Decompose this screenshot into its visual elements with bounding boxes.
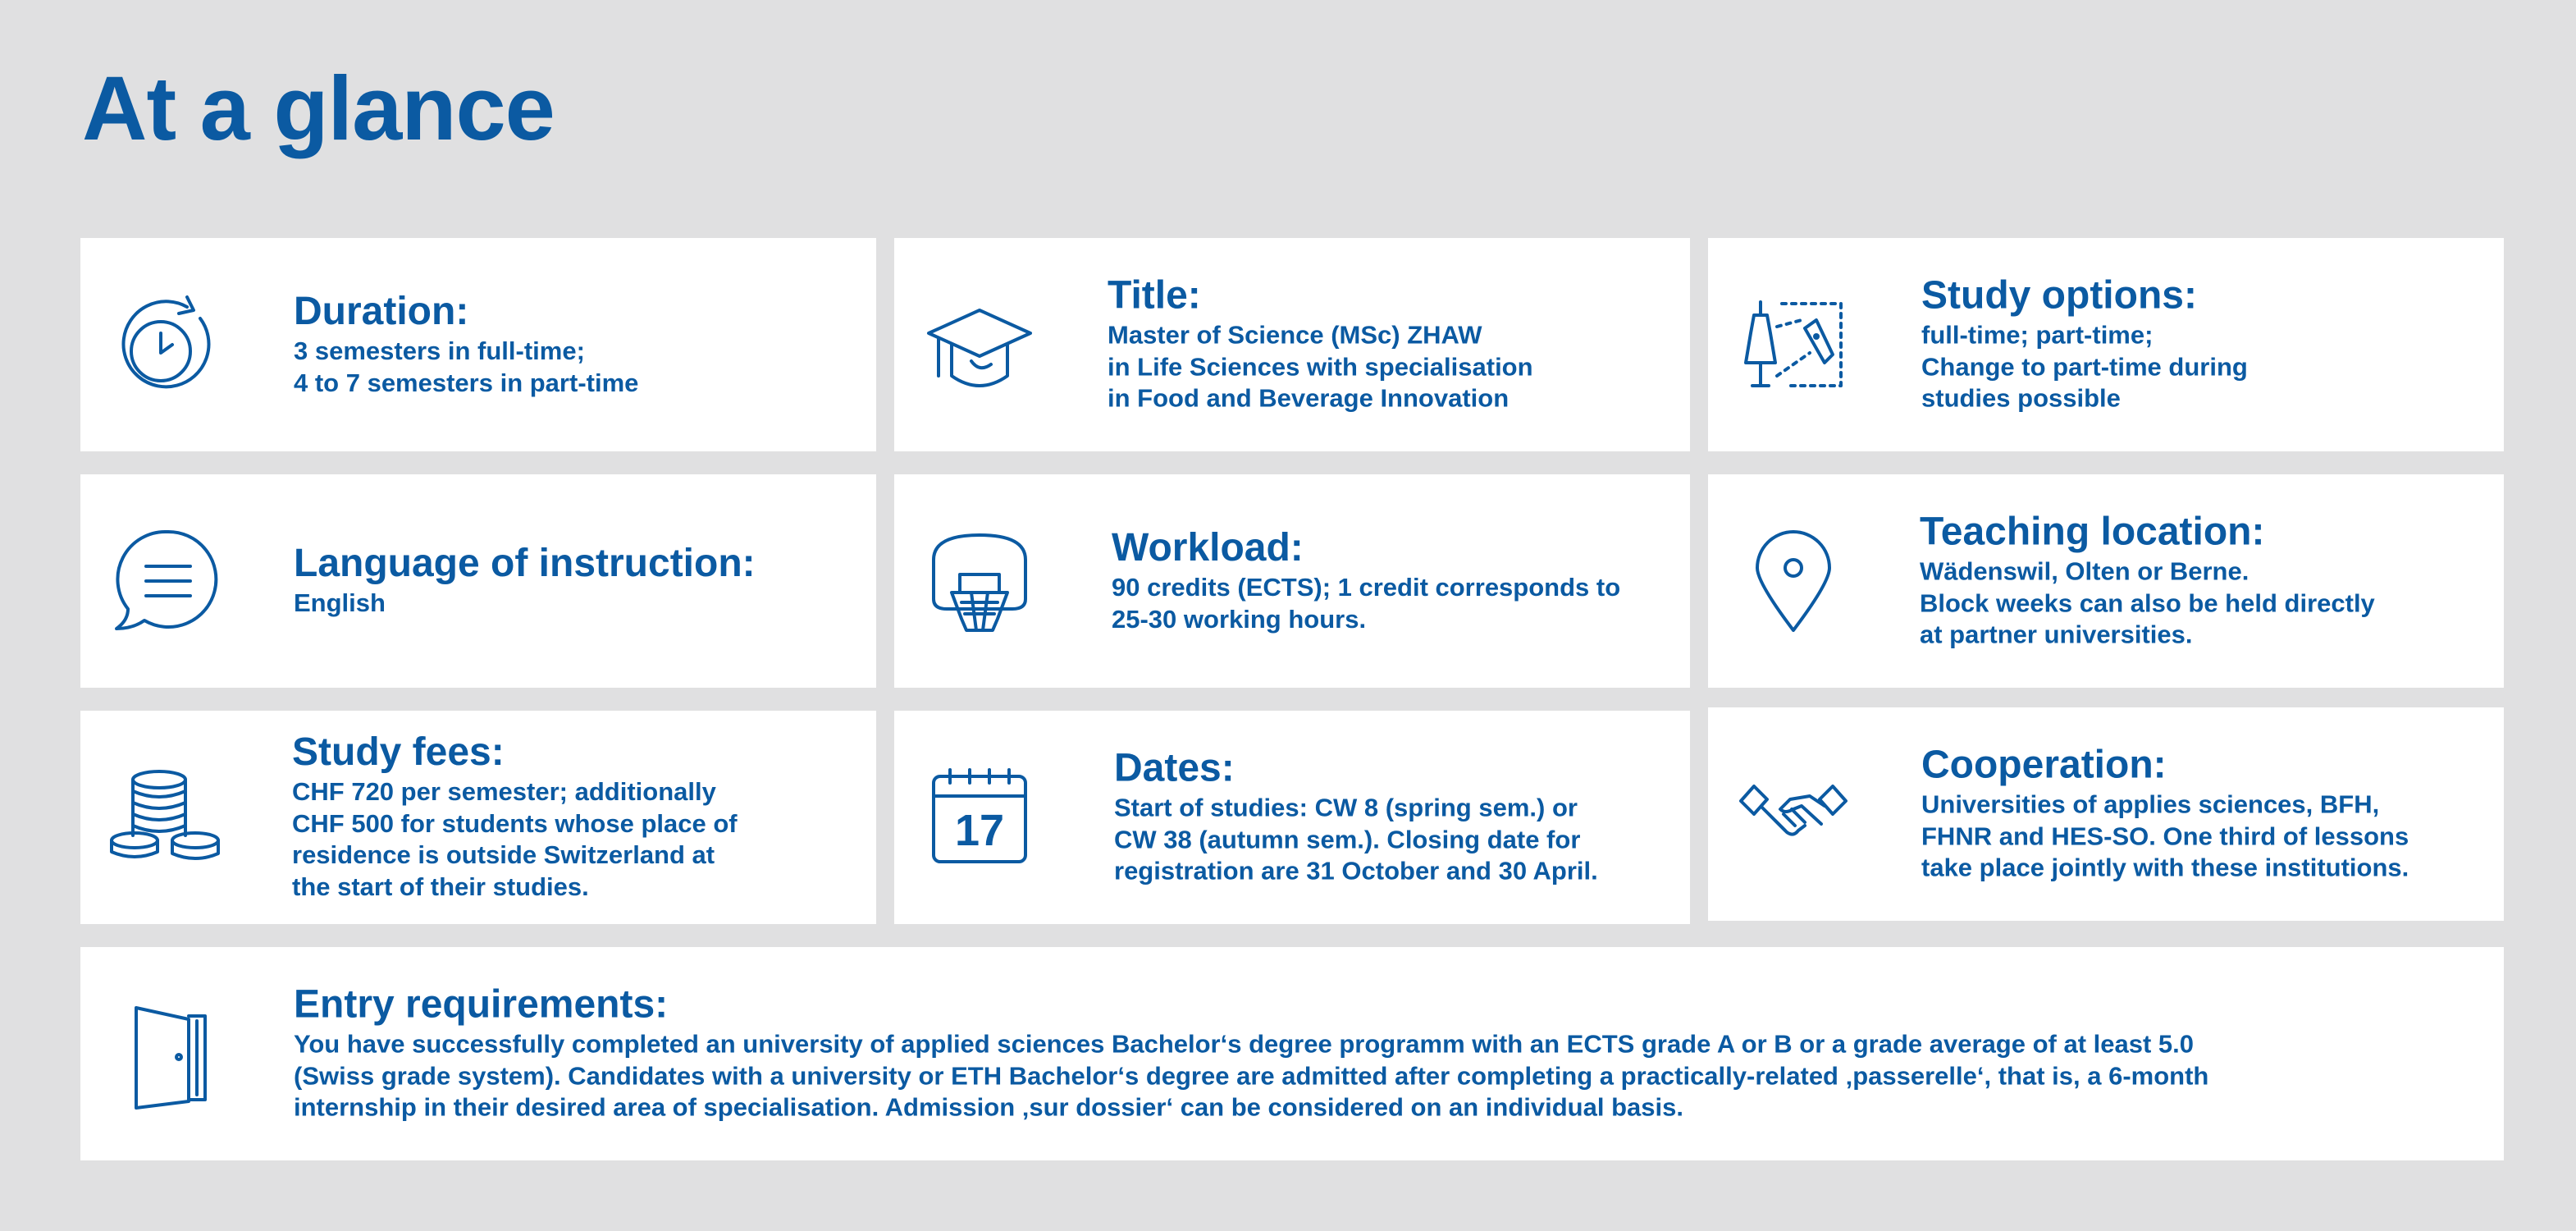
calendar-day-number: 17	[954, 806, 1005, 855]
card-cooperation	[1708, 707, 2504, 921]
entry-heading: Entry requirements:	[294, 982, 669, 1027]
cooperation-body: Universities of applies sciences, BFH, FHNR and HES-SO. One third of lessons take place jointly with these institutions.	[1921, 789, 2409, 882]
design-tools-icon	[1736, 287, 1851, 402]
title-heading: Title:	[1108, 273, 1201, 318]
clock-icon	[108, 287, 223, 402]
handshake-icon	[1736, 757, 1851, 872]
card-title	[894, 238, 1690, 451]
dates-heading: Dates:	[1114, 746, 1235, 790]
study-options-heading: Study options:	[1921, 273, 2197, 318]
duration-body: 3 semesters in full-time; 4 to 7 semesters in part-time	[294, 336, 639, 397]
duration-heading: Duration:	[294, 289, 469, 333]
fees-body: CHF 720 per semester; additionally CHF 500 for students whose place of residence is outside Switzerland at the start of their studies.	[292, 776, 738, 902]
door-icon	[113, 996, 228, 1111]
title-body: Master of Science (MSc) ZHAW in Life Sciences with specialisation in Food and Beverage Innovation	[1108, 320, 1533, 413]
language-heading: Language of instruction:	[294, 542, 756, 586]
speech-bubble-icon	[108, 524, 223, 638]
workload-body: 90 credits (ECTS); 1 credit corresponds to 25-30 working hours.	[1112, 572, 1621, 634]
location-heading: Teaching location:	[1920, 510, 2265, 554]
cooperation-heading: Cooperation:	[1921, 743, 2167, 787]
card-dates	[894, 711, 1690, 924]
card-entry-requirements	[80, 947, 2504, 1160]
graduation-cap-icon	[922, 287, 1037, 402]
workload-heading: Workload:	[1112, 525, 1304, 570]
entry-body: You have successfully completed an university of applied sciences Bachelor‘s degree programm with an ECTS grade A or B or a grade average of at least 5.0 (Swiss grade system). Candidates with a university or ETH Bachelor‘s degree are admitted after completing a practically-related ‚passerelle‘, that is, a 6-month internship in their desired area of specialisation. Admission ‚sur dossier‘ can be considered on an individual basis.	[294, 1029, 2209, 1122]
page-title: At a glance	[82, 58, 555, 159]
location-pin-icon	[1736, 524, 1851, 638]
language-body: English	[294, 588, 386, 618]
card-fees	[80, 711, 876, 924]
card-duration	[80, 238, 876, 451]
calendar-icon	[922, 760, 1037, 875]
card-location	[1708, 474, 2504, 688]
coins-icon	[108, 760, 223, 875]
basketball-hoop-icon	[922, 524, 1037, 638]
fees-heading: Study fees:	[292, 730, 505, 775]
card-study-options	[1708, 238, 2504, 451]
card-workload	[894, 474, 1690, 688]
location-body: Wädenswil, Olten or Berne. Block weeks can also be held directly at partner universities.	[1920, 556, 2375, 649]
card-language	[80, 474, 876, 688]
study-options-body: full-time; part-time; Change to part-time during studies possible	[1921, 320, 2248, 413]
dates-body: Start of studies: CW 8 (spring sem.) or CW 38 (autumn sem.). Closing date for registration are 31 October and 30 April.	[1114, 793, 1598, 885]
